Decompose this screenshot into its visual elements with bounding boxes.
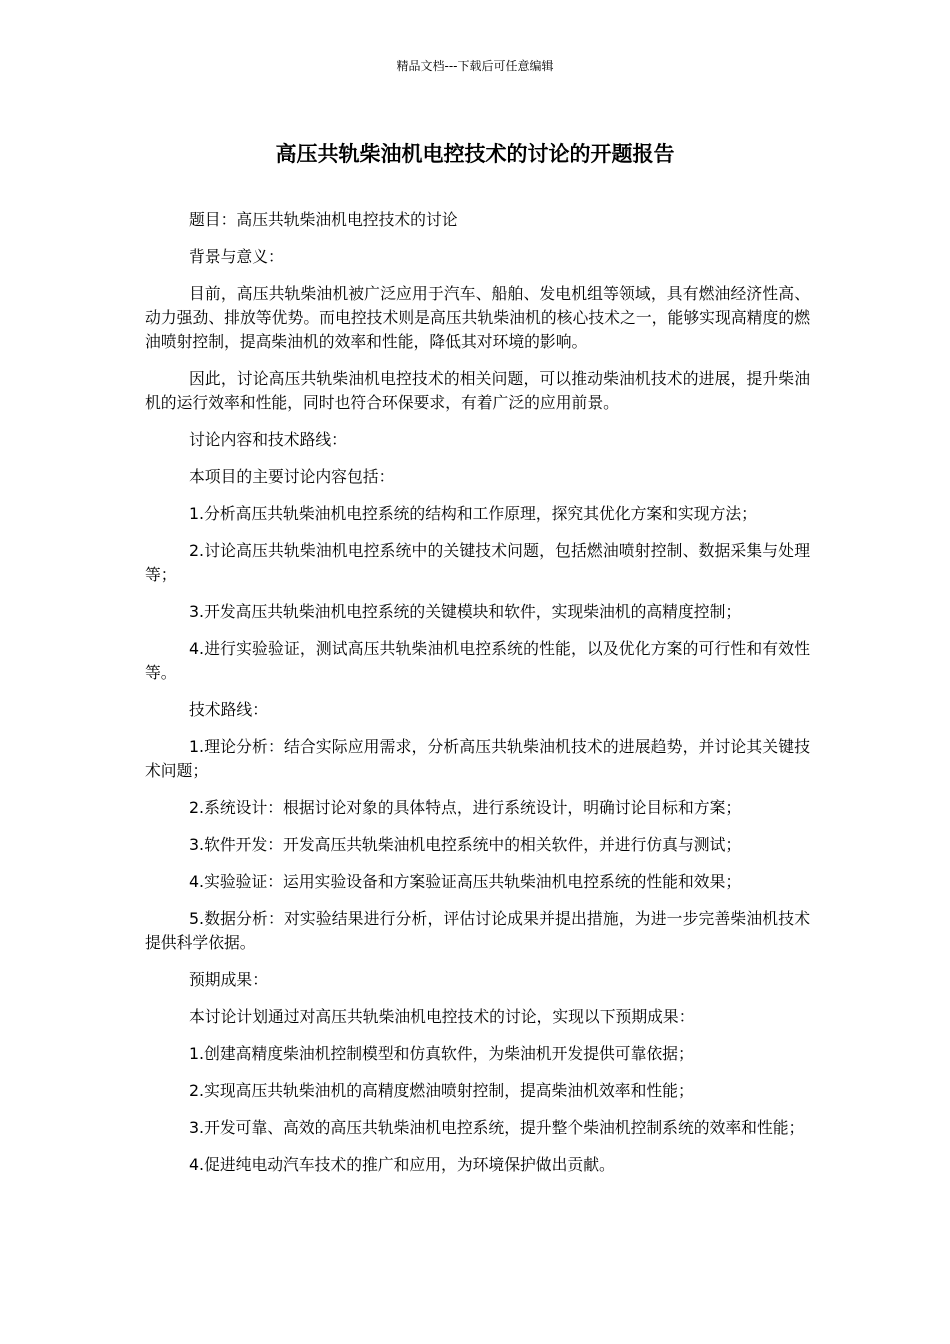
list-item-result-1: 1.创建高精度柴油机控制模型和仿真软件，为柴油机开发提供可靠依据； (189, 1044, 694, 1063)
list-item-route-3: 3.软件开发：开发高压共轨柴油机电控系统中的相关软件，并进行仿真与测试； (189, 835, 742, 854)
list-item-content-1: 1.分析高压共轨柴油机电控系统的结构和工作原理，探究其优化方案和实现方法； (189, 504, 757, 523)
paragraph-background-1: 目前，高压共轨柴油机被广泛应用于汽车、船舶、发电机组等领域，具有燃油经济性高、动力强劲、排放等优势。而电控技术则是高压共轨柴油机的核心技术之一，能够实现高精度的燃油喷射控制，提高柴油机的效率和性能，降低其对环境的影响。 (145, 284, 810, 351)
document-body (145, 208, 810, 1190)
list-item-route-5: 5.数据分析：对实验结果进行分析，评估讨论成果并提出措施，为进一步完善柴油机技术提供科学依据。 (145, 909, 810, 952)
heading-background: 背景与意义： (189, 247, 284, 266)
list-item-route-2: 2.系统设计：根据讨论对象的具体特点，进行系统设计，明确讨论目标和方案； (189, 798, 742, 817)
document-title: 高压共轨柴油机电控技术的讨论的开题报告 (275, 142, 675, 166)
list-item-result-3: 3.开发可靠、高效的高压共轨柴油机电控系统，提升整个柴油机控制系统的效率和性能； (189, 1118, 805, 1137)
header-note: 精品文档---下载后可任意编辑 (396, 59, 554, 73)
heading-tech-route: 技术路线： (189, 700, 268, 719)
heading-content-route: 讨论内容和技术路线： (189, 430, 347, 449)
heading-expected-results: 预期成果： (189, 970, 268, 989)
list-item-result-2: 2.实现高压共轨柴油机的高精度燃油喷射控制，提高柴油机效率和性能； (189, 1081, 694, 1100)
paragraph-background-2: 因此，讨论高压共轨柴油机电控技术的相关问题，可以推动柴油机技术的进展，提升柴油机的运行效率和性能，同时也符合环保要求，有着广泛的应用前景。 (145, 369, 810, 412)
list-item-content-3: 3.开发高压共轨柴油机电控系统的关键模块和软件，实现柴油机的高精度控制； (189, 602, 742, 621)
paragraph-results-intro: 本讨论计划通过对高压共轨柴油机电控技术的讨论，实现以下预期成果： (189, 1007, 695, 1026)
paragraph-content-intro: 本项目的主要讨论内容包括： (189, 467, 395, 486)
list-item-content-4: 4.进行实验验证，测试高压共轨柴油机电控系统的性能，以及优化方案的可行性和有效性等。 (145, 639, 810, 682)
list-item-route-1: 1.理论分析：结合实际应用需求，分析高压共轨柴油机技术的进展趋势，并讨论其关键技术问题； (145, 737, 810, 780)
list-item-route-4: 4.实验验证：运用实验设备和方案验证高压共轨柴油机电控系统的性能和效果； (189, 872, 742, 891)
list-item-content-2: 2.讨论高压共轨柴油机电控系统中的关键技术问题，包括燃油喷射控制、数据采集与处理等； (145, 541, 810, 584)
list-item-result-4: 4.促进纯电动汽车技术的推广和应用，为环境保护做出贡献。 (189, 1155, 615, 1174)
paragraph-topic: 题目：高压共轨柴油机电控技术的讨论 (189, 210, 458, 229)
